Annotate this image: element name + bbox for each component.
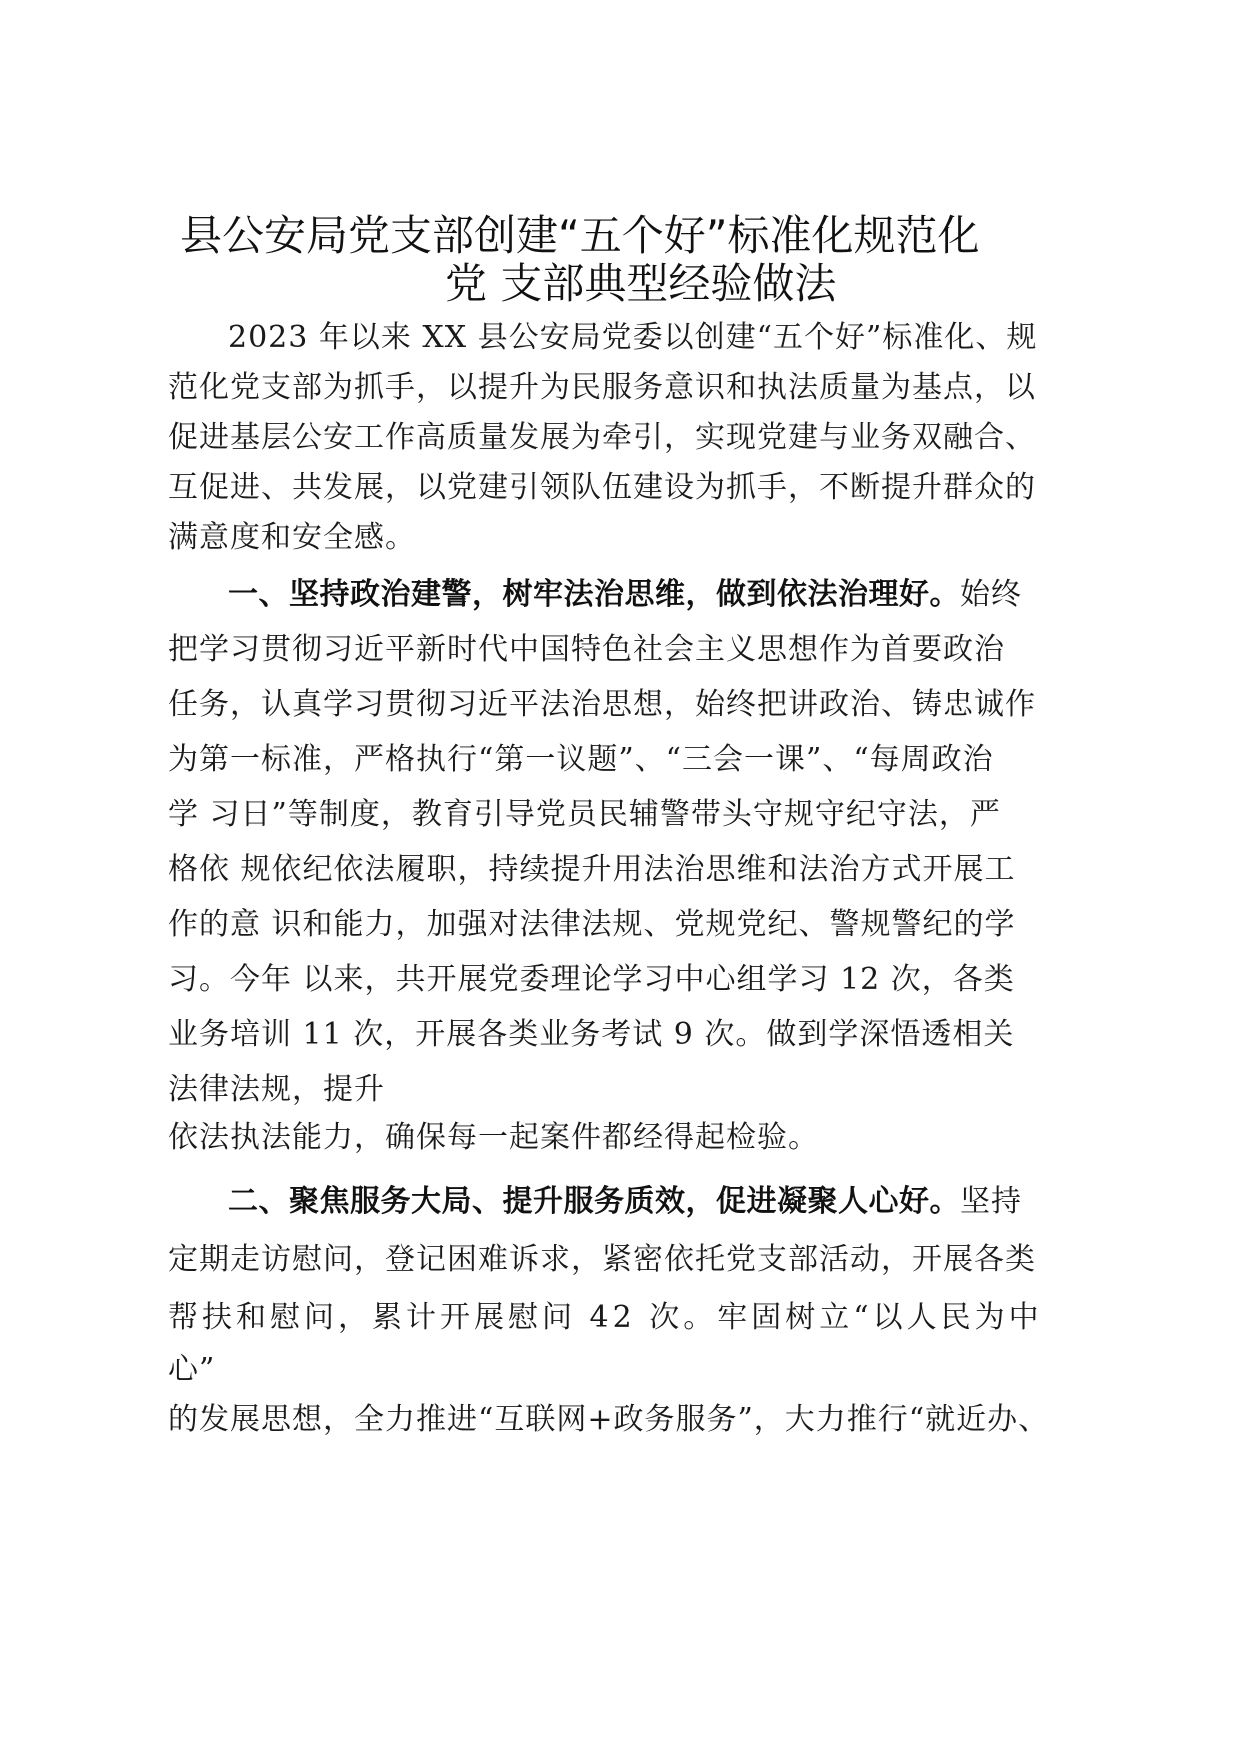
section2-first-line [228,1182,1158,1222]
intro-line: 互促进、共发展，以党建引领队伍建设为抓手，不断提升群众的 [168,470,1036,505]
section1-first-line [228,575,1158,615]
section2-heading: 二、聚焦服务大局、提升服务质效，促进凝聚人心好。 [228,1184,960,1219]
section2-line: 心” [168,1352,216,1387]
intro-line: 满意度和安全感。 [168,520,416,555]
section1-heading: 一、坚持政治建警，树牢法治思维，做到依法治理好。 [228,577,960,612]
section1-line: 作的意 识和能力，加强对法律法规、党规党纪、警规警纪的学 [168,907,1016,942]
intro-line: 范化党支部为抓手，以提升为民服务意识和执法质量为基点，以 [168,370,1036,405]
section1-first-tail: 始终 [960,577,1022,612]
section2-first-tail: 坚持 [960,1184,1022,1219]
section2-line: 定期走访慰问，登记困难诉求，紧密依托党支部活动，开展各类 [168,1242,1036,1277]
intro-line: 2023 年以来 XX 县公安局党委以创建“五个好”标准化、规 [228,320,1038,355]
section1-line: 习。今年 以来，共开展党委理论学习中心组学习 12 次，各类 [168,962,1015,997]
section1-line: 任务，认真学习贯彻习近平法治思想，始终把讲政治、铸忠诚作 [168,687,1036,722]
section1-line: 依法执法能力，确保每一起案件都经得起检验。 [168,1120,819,1155]
section1-line: 格依 规依纪依法履职，持续提升用法治思维和法治方式开展工 [168,852,1016,887]
document-title-line-1: 县公安局党支部创建“五个好”标准化规范化 [180,211,980,260]
section1-line: 法律法规，提升 [168,1072,385,1107]
section1-line: 业务培训 11 次，开展各类业务考试 9 次。做到学深悟透相关 [168,1017,1015,1052]
intro-line: 促进基层公安工作高质量发展为牵引，实现党建与业务双融合、 [168,420,1036,455]
section1-line: 把学习贯彻习近平新时代中国特色社会主义思想作为首要政治 [168,632,1005,667]
section2-line: 帮扶和慰问，累计开展慰问 42 次。牢固树立“以人民为中 [168,1300,1043,1335]
section2-line: 的发展思想，全力推进“互联网+政务服务”，大力推行“就近办、 [168,1402,1050,1437]
document-title-line-2: 党 支部典型经验做法 [445,259,837,308]
section1-line: 学 习日”等制度，教育引导党员民辅警带头守规守纪守法，严 [168,797,1001,832]
section1-line: 为第一标准，严格执行“第一议题”、“三会一课”、“每周政治 [168,742,994,777]
